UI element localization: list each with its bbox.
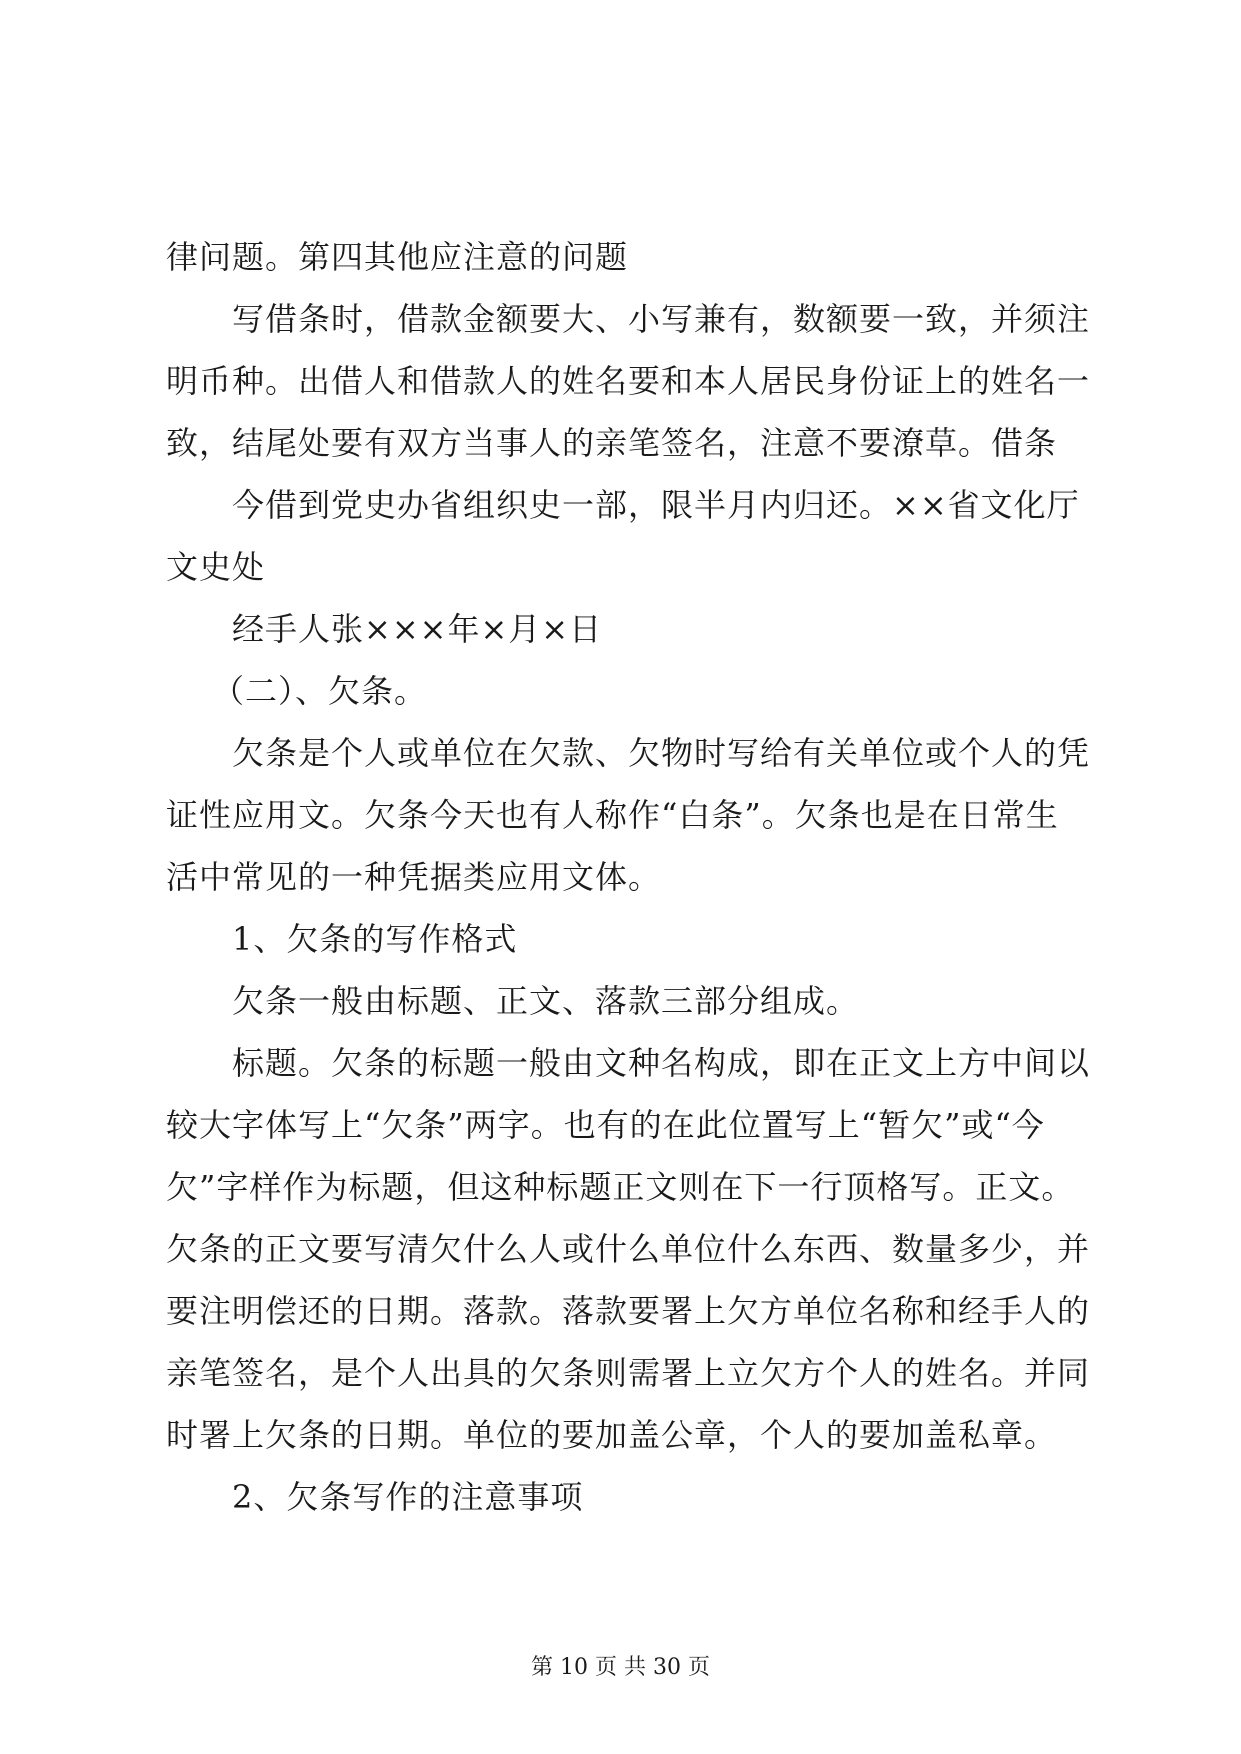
text-line: 标题。欠条的标题一般由文种名构成，即在正文上方中间以 xyxy=(232,1044,1091,1082)
text-line: 证性应用文。欠条今天也有人称作“白条”。欠条也是在日常生 xyxy=(166,796,1059,834)
subsection-heading: 1、欠条的写作格式 xyxy=(232,920,518,958)
section-heading: （二）、欠条。 xyxy=(212,672,428,710)
text-line: 今借到党史办省组织史一部，限半月内归还。××省文化厅 xyxy=(232,486,1080,524)
text-line: 欠”字样作为标题，但这种标题正文则在下一行顶格写。正文。 xyxy=(166,1168,1075,1206)
subsection-heading: 2、欠条写作的注意事项 xyxy=(232,1478,584,1516)
text-line: 要注明偿还的日期。落款。落款要署上欠方单位名称和经手人的 xyxy=(166,1292,1091,1330)
text-line: 较大字体写上“欠条”两字。也有的在此位置写上“暂欠”或“今 xyxy=(166,1106,1045,1144)
document-body xyxy=(166,226,1091,1528)
text-line: 亲笔签名，是个人出具的欠条则需署上立欠方个人的姓名。并同 xyxy=(166,1354,1091,1392)
page-number-label: 第 10 页 共 30 页 xyxy=(531,1655,710,1680)
text-line: 欠条一般由标题、正文、落款三部分组成。 xyxy=(232,982,860,1020)
text-line: 致，结尾处要有双方当事人的亲笔签名，注意不要潦草。借条 xyxy=(166,424,1058,462)
text-line: 时署上欠条的日期。单位的要加盖公章，个人的要加盖私章。 xyxy=(166,1416,1058,1454)
text-line: 活中常见的一种凭据类应用文体。 xyxy=(166,858,662,896)
text-line: 律问题。第四其他应注意的问题 xyxy=(166,238,629,276)
text-line: 经手人张×××年×月×日 xyxy=(232,610,603,648)
page-footer xyxy=(0,1653,1241,1683)
text-line: 欠条的正文要写清欠什么人或什么单位什么东西、数量多少，并 xyxy=(166,1230,1091,1268)
text-line: 明币种。出借人和借款人的姓名要和本人居民身份证上的姓名一 xyxy=(166,362,1091,400)
text-line: 写借条时，借款金额要大、小写兼有，数额要一致，并须注 xyxy=(232,300,1091,338)
text-line: 文史处 xyxy=(166,548,266,586)
text-line: 欠条是个人或单位在欠款、欠物时写给有关单位或个人的凭 xyxy=(232,734,1091,772)
